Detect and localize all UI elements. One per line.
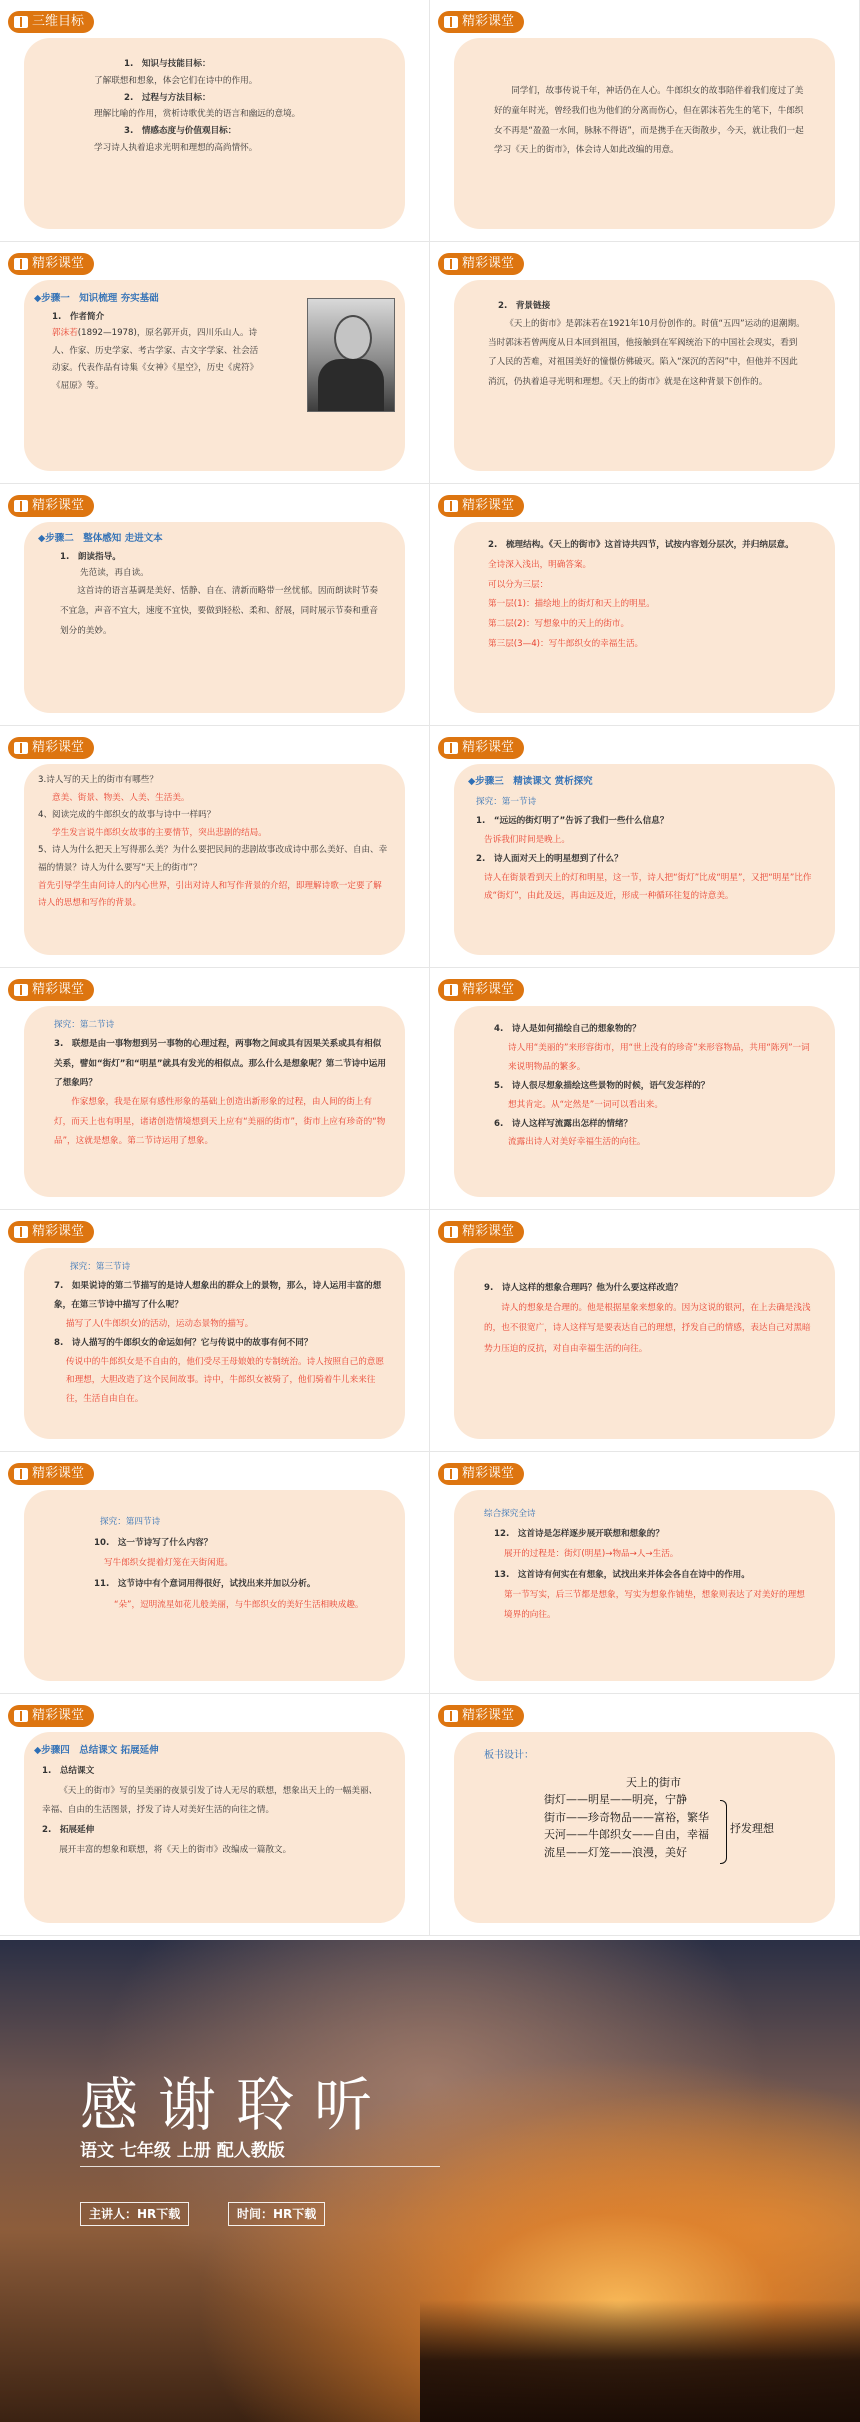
slide-tag: 精彩课堂 xyxy=(8,495,94,517)
question: 12. 这首诗是怎样逐步展开联想和想象的？ xyxy=(494,1529,664,1540)
content-card xyxy=(454,764,835,955)
slide-author xyxy=(0,242,430,484)
question: 3.诗人写的天上的街市有哪些？ xyxy=(38,775,158,785)
slide-tag: 精彩课堂 xyxy=(438,253,524,275)
time-label: 时间： xyxy=(237,2207,274,2221)
answer: 告诉我们时间是晚上。 xyxy=(484,834,570,845)
slide-intro xyxy=(430,0,860,242)
book-icon xyxy=(14,16,28,28)
speaker-label: 主讲人： xyxy=(89,2207,138,2221)
answer: 作家想象，我是在原有感性形象的基础上创造出新形象的过程，由人间的街上有灯，而天上也有明星，诸诸创造情境想到天上应有“美丽的街市”，街市上应有珍奇的“物品”，这就是想象。第二节诗运用了想象。 xyxy=(54,1097,386,1146)
slide-reading xyxy=(0,484,430,726)
answer: 流露出诗人对美好幸福生活的向往。 xyxy=(508,1137,646,1148)
question: 13. 这首诗有何实在有想象，试找出来并体会各自在诗中的作用。 xyxy=(494,1569,750,1580)
board-row: 天河——牛郎织女——自由，幸福 xyxy=(544,1828,709,1842)
slide-stanza-1 xyxy=(430,726,860,968)
author-bio xyxy=(34,325,265,395)
speaker-value: HR下载 xyxy=(137,2207,181,2221)
sub-heading: 探究：第三节诗 xyxy=(70,1262,131,1272)
slide-stanza-4 xyxy=(0,1452,430,1694)
board-content xyxy=(484,1774,815,1862)
slide-stanza-2-cont xyxy=(430,968,860,1210)
answer: 诗人的想象是合理的。他是根据星象来想象的。因为这说的银河，在上去确是浅浅的，也不很宽广，诗人这样写是要表达自己的理想，抒发自己的情感，表达自己对黑暗势力压迫的反抗，对自由幸福生活的向往。 xyxy=(484,1303,811,1354)
content-card xyxy=(454,1248,835,1439)
slide-tag: 精彩课堂 xyxy=(8,253,94,275)
slide-tag: 精彩课堂 xyxy=(8,737,94,759)
answer: 传说中的牛郎织女是不自由的，他们受尽王母娘娘的专制统治。诗人按照自己的意愿和理想，大胆改造了这个民间故事。诗中，牛郎织女被骑了，他们骑着牛儿来来往往，生活自由自在。 xyxy=(66,1356,384,1405)
book-icon xyxy=(14,1710,28,1722)
course-subtitle: 语文 七年级 上册 配人教版 xyxy=(80,2141,285,2161)
answer: 首先引导学生由问诗人的内心世界，引出对诗人和写作背景的介绍，即理解诗歌一定要了解诗人的思想和写作的背景。 xyxy=(38,880,382,909)
slide-structure xyxy=(430,484,860,726)
text-line: 1. 知识与技能目标： xyxy=(124,59,211,69)
slide-tag: 精彩课堂 xyxy=(438,737,524,759)
book-icon xyxy=(14,1226,28,1238)
slide-tag: 精彩课堂 xyxy=(438,979,524,1001)
answer: 第三层(3—4)：写牛郎织女的幸福生活。 xyxy=(488,638,644,649)
book-icon xyxy=(14,258,28,270)
book-icon xyxy=(14,742,28,754)
book-icon xyxy=(444,500,458,512)
slide-questions xyxy=(0,726,430,968)
slide-stanza-3 xyxy=(0,1210,430,1452)
question: 2. 梳理结构。《天上的街市》这首诗共四节，试按内容划分层次，并归纳层意。 xyxy=(488,540,794,550)
slide-tag: 精彩课堂 xyxy=(8,1463,94,1485)
answer: 想其肯定。从“定然是”一词可以看出来。 xyxy=(508,1099,663,1110)
board-row: 流星——灯笼——浪漫，美好 xyxy=(544,1845,687,1859)
content-card xyxy=(24,1490,405,1681)
question: 5、诗人为什么把天上写得那么美？为什么要把民间的悲剧故事改成诗中那么美好、自由、幸福的情景？诗人为什么要写“天上的街市”？ xyxy=(38,845,388,874)
slide-tag: 精彩课堂 xyxy=(8,979,94,1001)
question: 4. 诗人是如何描绘自己的想象物的？ xyxy=(494,1024,641,1034)
board-heading: 天上的街市 xyxy=(626,1775,681,1789)
book-icon xyxy=(444,1468,458,1480)
time-value: HR下载 xyxy=(273,2207,317,2221)
content-card xyxy=(24,1006,405,1197)
sub-heading: 探究：第二节诗 xyxy=(54,1020,115,1030)
text-line: 理解比喻的作用，赏析诗歌优美的语言和幽远的意境。 xyxy=(94,109,301,120)
content-card xyxy=(454,1490,835,1681)
answer: “朵”，逗明流星如花儿般美丽，与牛郎织女的美好生活相映成趣。 xyxy=(114,1599,364,1610)
background-photo-crowd xyxy=(420,2300,860,2422)
board-brace xyxy=(720,1800,727,1864)
text-paragraph: 《天上的街市》写的呈美丽的夜景引发了诗人无尽的联想，想象出天上的一幅美丽、幸福、自由的生活图景，抒发了诗人对美好生活的向往之情。 xyxy=(42,1785,378,1816)
divider-line xyxy=(80,2166,440,2167)
board-row: 街市——珍奇物品——富裕，繁华 xyxy=(544,1810,709,1824)
question: 6. 诗人这样写流露出怎样的情绪？ xyxy=(494,1118,633,1129)
step-heading: ◆步骤一 知识梳理 夯实基础 xyxy=(34,293,159,304)
text-line: 了解联想和想象，体会它们在诗中的作用。 xyxy=(94,75,258,86)
slide-board-design xyxy=(430,1694,860,1936)
slide-stanza-2 xyxy=(0,968,430,1210)
content-card xyxy=(454,1732,835,1923)
book-icon xyxy=(444,16,458,28)
answer: 全诗深入浅出，明确答案。 xyxy=(488,559,592,570)
speaker-box xyxy=(80,2202,189,2226)
book-icon xyxy=(14,500,28,512)
answer: 学生发言说牛郎织女故事的主要情节，突出悲剧的结局。 xyxy=(52,827,267,838)
book-icon xyxy=(444,1710,458,1722)
book-icon xyxy=(444,1226,458,1238)
slide-tag: 精彩课堂 xyxy=(438,1705,524,1727)
content-card xyxy=(454,1006,835,1197)
slide-tag: 精彩课堂 xyxy=(438,1221,524,1243)
section-title: 2. 背景链接 xyxy=(498,301,551,311)
book-icon xyxy=(14,984,28,996)
content-card xyxy=(24,38,405,229)
text-paragraph: 这首诗的语言基调是美好、恬静、自在、清新而略带一丝忧郁。因而朗读时节奏不宜急，声音不宜大，速度不宜快，要做到轻松、柔和、舒展，同时展示节奏和重音划分的美妙。 xyxy=(60,586,378,636)
content-card xyxy=(24,1248,405,1439)
section-title: 2. 拓展延伸 xyxy=(42,1825,95,1836)
slide-imagination xyxy=(430,1210,860,1452)
slide-whole-poem xyxy=(430,1452,860,1694)
answer: 可以分为三层： xyxy=(488,579,549,590)
board-side-label: 抒发理想 xyxy=(730,1821,774,1835)
book-icon xyxy=(444,258,458,270)
text-line: 先范读，再自读。 xyxy=(80,568,149,579)
content-card xyxy=(24,764,405,955)
question: 5. 诗人很尽想象描绘这些景物的时候，语气发怎样的？ xyxy=(494,1080,710,1091)
text-paragraph: 同学们，故事传说千年，神话仍在人心。牛郎织女的故事陪伴着我们度过了美好的童年时光，曾经我们也为他们的分离而伤心，但在郭沫若先生的笔下，牛郎织女不再是“盈盈一水间，脉脉不得语”，而是携手在天街散步，今天，就让我们一起学习《天上的街市》，体会诗人如此改编的用意。 xyxy=(494,86,804,156)
question: 11. 这节诗中有个意词用得很好，试找出来并加以分析。 xyxy=(94,1578,316,1589)
book-icon xyxy=(14,1468,28,1480)
answer: 第一层(1)：描绘地上的街灯和天上的明星。 xyxy=(488,599,655,610)
text-paragraph: 展开丰富的想象和联想，将《天上的街市》改编成一篇散文。 xyxy=(59,1844,292,1855)
question: 10. 这一节诗写了什么内容？ xyxy=(94,1537,213,1548)
slide-objectives xyxy=(0,0,430,242)
text-line: 3. 情感态度与价值观目标： xyxy=(124,126,237,136)
slide-summary xyxy=(0,1694,430,1936)
slide-tag: 三维目标 xyxy=(8,11,94,33)
question: 8. 诗人描写的牛郎织女的命运如何？它与传说中的故事有何不同？ xyxy=(54,1337,313,1348)
section-title: 1. 总结课文 xyxy=(42,1765,95,1776)
slide-tag: 精彩课堂 xyxy=(438,495,524,517)
ending-slide xyxy=(0,1940,860,2422)
answer: 描写了人(牛郎织女)的活动，运动态景物的描写。 xyxy=(66,1318,254,1329)
content-card xyxy=(24,522,405,713)
section-title: 1. 作者简介 xyxy=(52,311,105,322)
book-icon xyxy=(444,742,458,754)
time-box xyxy=(228,2202,325,2226)
answer: 第二层(2)：写想象中的天上的街市。 xyxy=(488,619,630,630)
content-card xyxy=(454,280,835,471)
question: 7. 如果说诗的第二节描写的是诗人想象出的群众上的景物，那么，诗人运用丰富的想象，在第三节诗中描写了什么呢？ xyxy=(54,1280,382,1310)
sub-heading: 探究：第一节诗 xyxy=(476,796,537,807)
text-line: 学习诗人执着追求光明和理想的高尚情怀。 xyxy=(94,142,258,153)
text-paragraph: 《天上的街市》是郭沫若在1921年10月份创作的。时值“五四”运动的退潮期。当时郭沫若曾两度从日本回到祖国，他接触到在军阀统治下的中国社会现实，看到了人民的苦难，对祖国美好的憧憬仿佛破灭。陷入“深沉的苦闷”中，但他并不因此消沉，仍执着追寻光明和理想。《天上的街市》就是在这种背景下创作的。 xyxy=(488,318,805,387)
slide-tag: 精彩课堂 xyxy=(438,1463,524,1485)
slide-tag: 精彩课堂 xyxy=(8,1705,94,1727)
question: 1. “远远的街灯明了”告诉了我们一些什么信息？ xyxy=(476,815,669,826)
answer: 意美、街景、物美、人美、生活美。 xyxy=(52,792,190,803)
answer: 展开的过程是：街灯(明星)→物品→人→生活。 xyxy=(504,1549,679,1560)
question: 2. 诗人面对天上的明星想到了什么？ xyxy=(476,853,623,864)
slide-tag: 精彩课堂 xyxy=(438,11,524,33)
content-card xyxy=(454,522,835,713)
step-heading: ◆步骤四 总结课文 拓展延伸 xyxy=(34,1745,159,1756)
answer: 诗人用“美丽的”来形容街市，用“世上没有的珍奇”来形容物品，共用“陈列”一词来说明物品的繁多。 xyxy=(508,1042,810,1072)
answer: 诗人在街景看到天上的灯和明星，这一节，诗人把“街灯”比成“明星”，又把“明星”比作成“街灯”，由此及远，再由远及近，形成一种循环往复的诗意美。 xyxy=(484,872,812,902)
step-heading: ◆步骤三 精读课文 赏析探究 xyxy=(468,776,593,787)
slide-tag: 精彩课堂 xyxy=(8,1221,94,1243)
thanks-title: 感谢聆听 xyxy=(80,2071,393,2139)
question: 3. 联想是由一事物想到另一事物的心理过程，两事物之间或具有因果关系或具有相似关系，譬如“街灯”和“明星”就具有发光的相似点。那么什么是想象呢？第二节诗中运用了想象吗？ xyxy=(54,1039,386,1088)
text-line: 2. 过程与方法目标： xyxy=(124,92,211,103)
book-icon xyxy=(444,984,458,996)
question: 9. 诗人这样的想象合理吗？他为什么要这样改造？ xyxy=(484,1283,683,1293)
section-title: 1. 朗读指导。 xyxy=(60,551,121,562)
content-card xyxy=(454,38,835,229)
content-card xyxy=(24,1732,405,1923)
sub-heading: 探究：第四节诗 xyxy=(100,1517,161,1527)
step-heading: ◆步骤二 整体感知 走进文本 xyxy=(38,533,163,544)
author-name: 郭沫若 xyxy=(52,328,78,339)
answer: 写牛郎织女提着灯笼在天街闲逛。 xyxy=(104,1558,233,1569)
sub-heading: 综合探究全诗 xyxy=(484,1509,536,1519)
board-title: 板书设计： xyxy=(484,1750,534,1761)
author-bio-text: (1892—1978)，原名郭开贞，四川乐山人。诗人、作家、历史学家、考古学家、古文字学家、社会活动家。代表作品有诗集《女神》《星空》，历史《虎符》《屈原》等。 xyxy=(52,328,259,392)
board-row: 街灯——明星——明亮，宁静 xyxy=(544,1793,687,1807)
author-portrait xyxy=(307,298,395,412)
slide-background xyxy=(430,242,860,484)
answer: 第一节写实，后三节都是想象，写实为想象作铺垫，想象则表达了对美好的理想境界的向往。 xyxy=(504,1589,805,1620)
question: 4、阅读完成的牛郎织女的故事与诗中一样吗？ xyxy=(38,810,216,821)
